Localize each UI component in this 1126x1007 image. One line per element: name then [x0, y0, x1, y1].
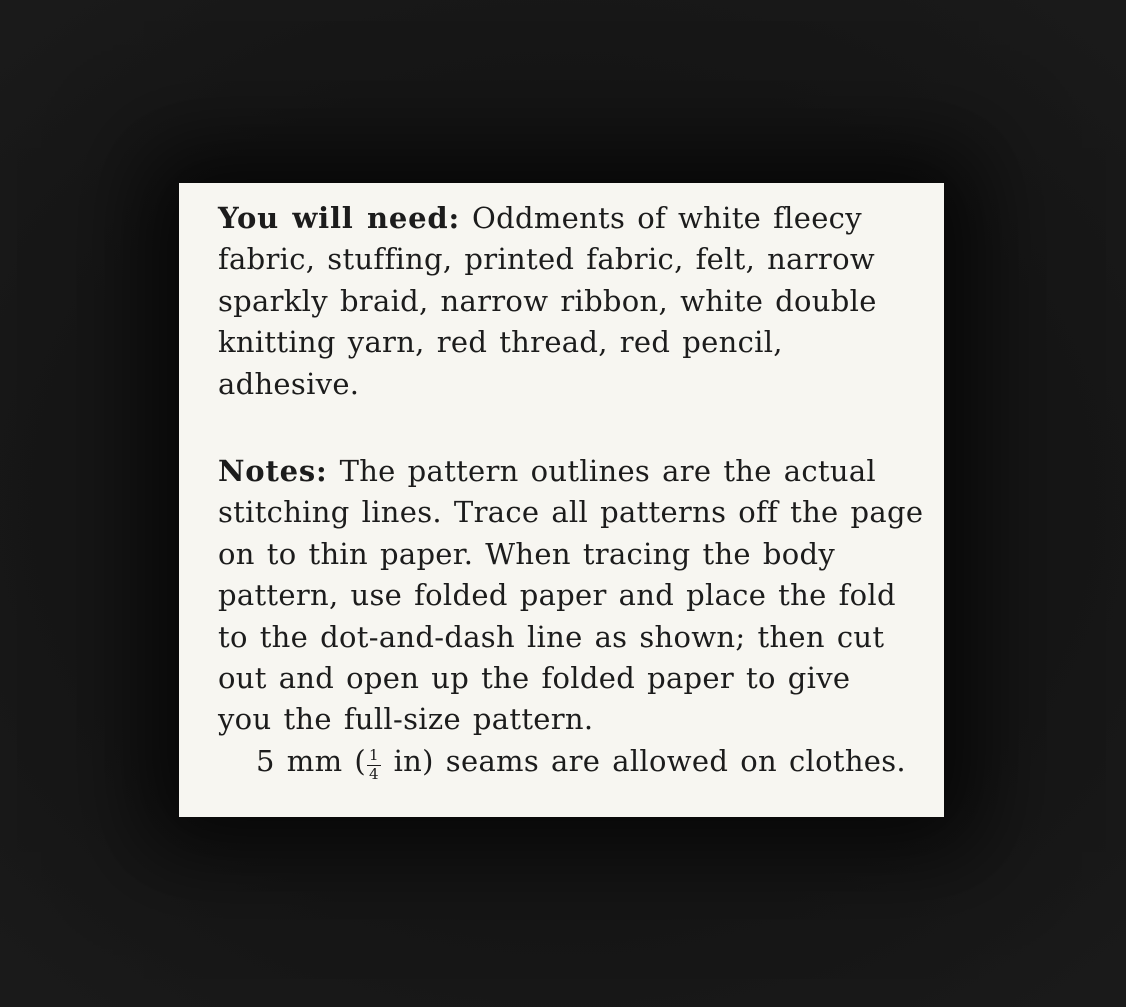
fraction-numerator: 1 [369, 746, 379, 765]
notes-line-4: to the dot-and-dash line as shown; then cut [218, 619, 885, 654]
text-line [218, 451, 936, 492]
materials-lead: You will need: [218, 201, 460, 235]
materials-line-2: sparkly braid, narrow ribbon, white double [218, 283, 877, 318]
notes-line-6: you the full-size pattern. [218, 702, 594, 737]
fraction-denominator: 4 [369, 765, 379, 784]
notes-line-0: The pattern outlines are the actual [339, 454, 876, 489]
scanned-page [179, 183, 944, 817]
quarter-fraction [367, 748, 381, 783]
seam-allowance-line [218, 741, 936, 783]
materials-line-1: fabric, stuffing, printed fabric, felt, narrow [218, 242, 875, 277]
materials-line-0: Oddments of white fleecy [472, 201, 862, 235]
notes-lead: Notes: [218, 454, 328, 489]
notes-paragraph [218, 451, 936, 783]
notes-line-3: pattern, use folded paper and place the fold [218, 578, 896, 613]
materials-paragraph [218, 198, 936, 405]
notes-line-2: on to thin paper. When tracing the body [218, 536, 836, 571]
materials-line-3: knitting yarn, red thread, red pencil, [218, 325, 783, 360]
materials-line-4: adhesive. [218, 366, 360, 401]
notes-line-5: out and open up the folded paper to give [218, 661, 851, 696]
text-line [218, 198, 936, 239]
seam-note-suffix: in) seams are allowed on clothes. [381, 743, 906, 778]
seam-note-prefix: 5 mm ( [256, 743, 366, 778]
notes-line-1: stitching lines. Trace all patterns off the page [218, 495, 924, 530]
